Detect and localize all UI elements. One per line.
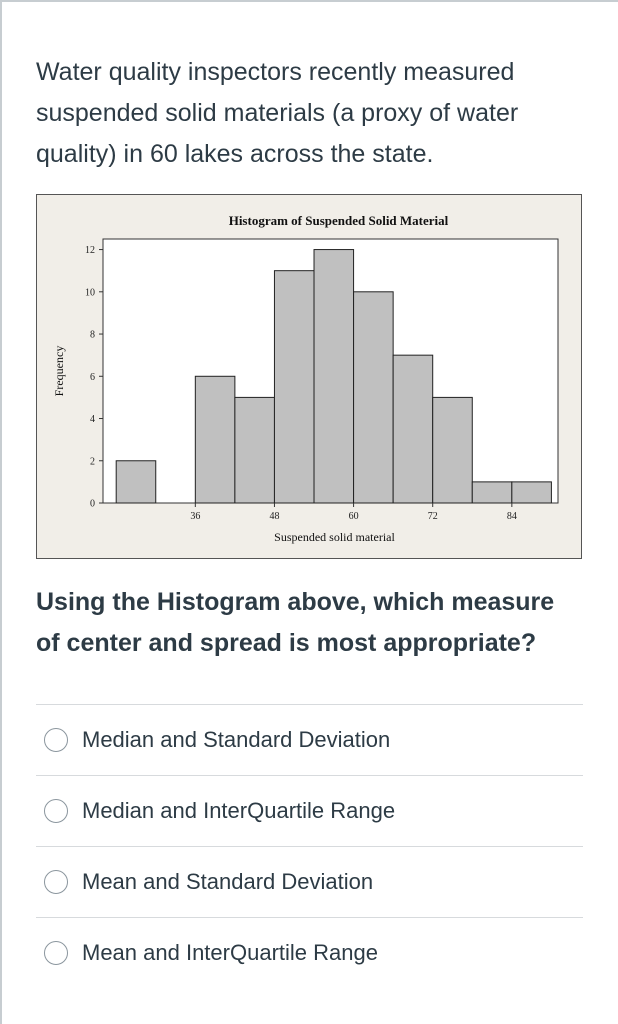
chart-title: Histogram of Suspended Solid Material xyxy=(228,213,449,228)
radio-button[interactable] xyxy=(44,870,68,894)
x-tick-label: 60 xyxy=(348,511,359,522)
histogram-bar xyxy=(116,461,156,503)
answer-label: Median and InterQuartile Range xyxy=(82,798,396,823)
x-tick-label: 48 xyxy=(269,511,280,522)
histogram-bar xyxy=(314,250,354,503)
answer-option[interactable] xyxy=(36,917,583,988)
y-tick-label: 10 xyxy=(85,287,95,299)
answer-label: Mean and InterQuartile Range xyxy=(82,940,378,965)
histogram-bar xyxy=(235,397,275,503)
y-tick-label: 6 xyxy=(90,371,95,383)
histogram-chart xyxy=(36,194,582,559)
answer-option[interactable] xyxy=(36,775,583,846)
x-axis-label: Suspended solid material xyxy=(274,530,395,544)
question-prompt: Using the Histogram above, which measure of center and spread is most appropriate? xyxy=(36,588,555,657)
radio-button[interactable] xyxy=(44,799,68,823)
y-tick-label: 2 xyxy=(90,456,95,468)
y-tick-label: 12 xyxy=(85,245,95,257)
histogram-bar xyxy=(195,376,235,503)
answer-option[interactable] xyxy=(36,846,583,917)
histogram-svg xyxy=(37,195,581,558)
histogram-bar xyxy=(512,482,552,503)
histogram-bar xyxy=(354,292,394,503)
answer-label: Mean and Standard Deviation xyxy=(82,869,374,894)
answer-list xyxy=(36,704,583,988)
y-tick-label: 0 xyxy=(90,498,95,510)
y-axis-label: Frequency xyxy=(52,345,66,397)
question-text: Water quality inspectors recently measured suspended solid materials (a proxy of water quality) in 60 lakes across the state. xyxy=(36,58,519,168)
histogram-bar xyxy=(393,355,433,503)
x-tick-label: 72 xyxy=(427,511,438,522)
radio-button[interactable] xyxy=(44,941,68,965)
y-tick-label: 8 xyxy=(90,329,95,341)
histogram-bar xyxy=(472,482,512,503)
y-tick-label: 4 xyxy=(90,414,95,426)
histogram-bar xyxy=(433,397,473,503)
radio-button[interactable] xyxy=(44,728,68,752)
answer-label: Median and Standard Deviation xyxy=(82,727,391,752)
x-tick-label: 84 xyxy=(506,511,517,522)
histogram-bar xyxy=(274,271,314,503)
x-tick-label: 36 xyxy=(190,511,201,522)
answer-option[interactable] xyxy=(36,704,583,775)
